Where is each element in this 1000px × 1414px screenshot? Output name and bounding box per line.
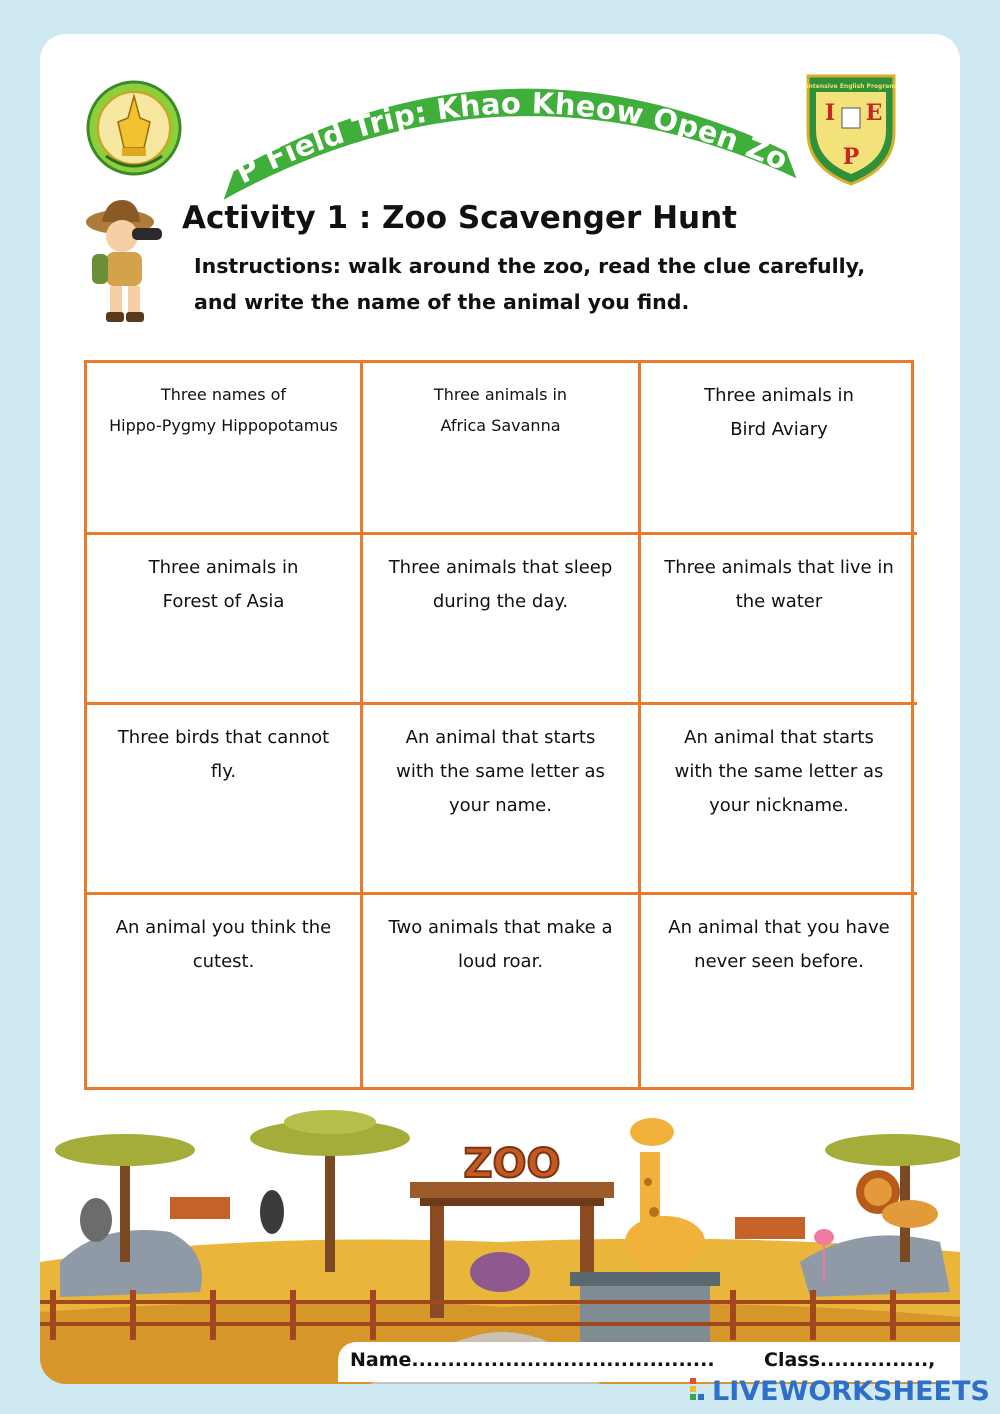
answer-input[interactable] — [655, 838, 903, 880]
clue-cell — [641, 363, 917, 535]
answer-input[interactable] — [101, 648, 346, 690]
clue-cell — [641, 895, 917, 1087]
zoo-scene-illustration — [40, 1092, 960, 1384]
answer-input[interactable] — [101, 838, 346, 880]
svg-text:E: E — [865, 100, 883, 126]
answer-input[interactable] — [377, 478, 624, 520]
answer-input[interactable] — [655, 648, 903, 690]
worksheet-page — [40, 34, 960, 1384]
name-field[interactable] — [420, 1348, 754, 1374]
watermark-text: LIVEWORKSHEETS — [712, 1375, 990, 1407]
clue-cell — [87, 705, 363, 895]
svg-text:P: P — [842, 144, 860, 170]
clue-cell — [87, 363, 363, 535]
clue-text: Three animals in Forest of Asia — [148, 557, 299, 612]
clue-cell — [641, 535, 917, 705]
clue-text: Three animals that sleep during the day. — [388, 557, 613, 612]
clue-cell — [87, 535, 363, 705]
liveworksheets-watermark[interactable] — [688, 1374, 990, 1408]
activity-title: Activity 1 : Zoo Scavenger Hunt — [182, 200, 738, 236]
clue-cell — [363, 895, 641, 1087]
name-label: Name.......................................... — [350, 1349, 715, 1371]
clue-cell — [363, 535, 641, 705]
svg-text:Intensive English Program: Intensive English Program — [806, 83, 896, 90]
answer-input[interactable] — [655, 1033, 903, 1075]
clue-text: An animal that starts with the same letter as your nickname. — [674, 727, 884, 816]
answer-input[interactable] — [377, 648, 624, 690]
class-field[interactable] — [832, 1348, 954, 1374]
clue-text: Three names of Hippo-Pygmy Hippopotamus — [109, 385, 338, 435]
zoo-sign-text: ZOO — [463, 1141, 561, 1187]
class-label: Class..............., — [764, 1349, 936, 1371]
liveworksheets-logo-icon — [688, 1376, 708, 1406]
clue-cell — [363, 705, 641, 895]
clue-text: An animal that you have never seen before. — [668, 917, 890, 972]
clue-text: An animal you think the cutest. — [115, 917, 332, 972]
answer-input[interactable] — [101, 1033, 346, 1075]
scavenger-grid — [84, 360, 914, 1090]
answer-input[interactable] — [377, 1033, 624, 1075]
answer-input[interactable] — [101, 478, 346, 520]
svg-text:IEP Field Trip: Khao Kheow Ope — [200, 74, 793, 190]
answer-input[interactable] — [377, 838, 624, 880]
clue-text: Three animals that live in the water — [664, 557, 894, 612]
clue-text: Three animals in Africa Savanna — [433, 385, 568, 435]
answer-input[interactable] — [655, 478, 903, 520]
title-banner — [200, 74, 810, 214]
iep-shield-icon — [802, 68, 900, 188]
clue-cell — [87, 895, 363, 1087]
clue-text: Three animals in Bird Aviary — [704, 385, 854, 440]
svg-text:I: I — [824, 100, 836, 126]
clue-text: Three birds that cannot fly. — [117, 727, 330, 782]
clue-text: An animal that starts with the same letter as your name. — [396, 727, 605, 816]
clue-cell — [641, 705, 917, 895]
explorer-kid-binoculars-icon — [76, 194, 176, 334]
instructions-text: Instructions: walk around the zoo, read the clue carefully, and write the name of the animal you find. — [194, 254, 866, 314]
school-emblem-icon — [84, 78, 184, 178]
clue-cell — [363, 363, 641, 535]
banner-title: P Field Trip: Khao Kheow Open Zo — [230, 86, 793, 191]
clue-text: Two animals that make a loud roar. — [388, 917, 613, 972]
